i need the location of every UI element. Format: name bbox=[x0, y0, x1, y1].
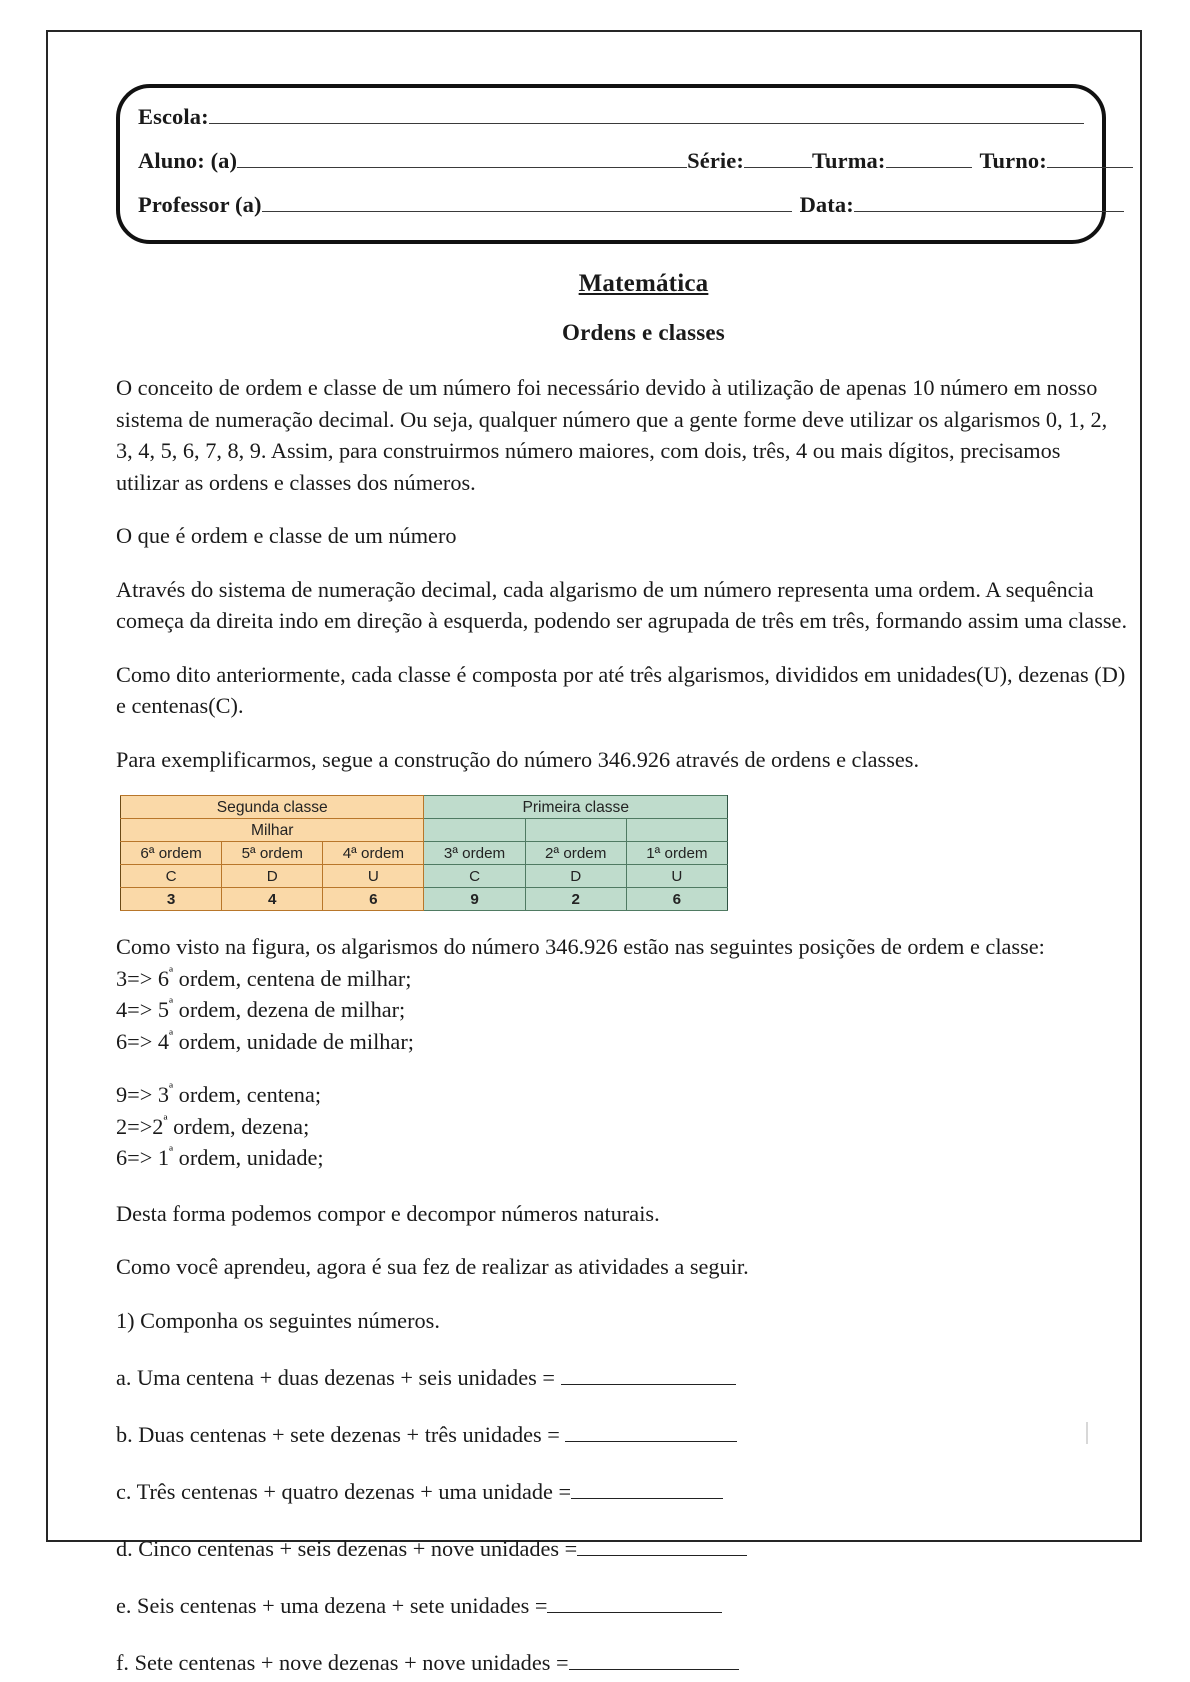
professor-label: Professor (a) bbox=[138, 192, 262, 217]
table-row-digits bbox=[121, 888, 728, 911]
order-line-1-digit: 3=> 6 bbox=[116, 965, 170, 991]
professor-input-line[interactable] bbox=[262, 194, 792, 212]
order-line-3-rest: ordem, unidade de milhar; bbox=[173, 1028, 414, 1054]
exercise-question-1: 1) Componha os seguintes números. bbox=[116, 1307, 440, 1333]
order-line-2 bbox=[116, 994, 1128, 1026]
cell-ordem-5: 5ª ordem bbox=[222, 842, 323, 865]
exercise-item-a bbox=[116, 1362, 1128, 1393]
turno-input-line[interactable] bbox=[1047, 150, 1133, 168]
explanation-intro-line: Como visto na figura, os algarismos do número 346.926 estão nas seguintes posições de ordem e classe: bbox=[116, 934, 1045, 959]
orders-classes-table bbox=[120, 795, 728, 911]
order-line-3-sup: ª bbox=[169, 1028, 174, 1045]
aluno-label: Aluno: (a) bbox=[138, 148, 238, 173]
page-artifact-mark bbox=[1086, 1422, 1088, 1444]
order-line-5-sup: ª bbox=[163, 1113, 168, 1130]
subject-title bbox=[116, 270, 1171, 298]
cell-ordem-6: 6ª ordem bbox=[121, 842, 222, 865]
order-lines-spacer bbox=[116, 1057, 1128, 1079]
cell-digit-9: 9 bbox=[424, 888, 525, 911]
table-row-group bbox=[121, 819, 728, 842]
serie-input-line[interactable] bbox=[744, 150, 812, 168]
exercise-list bbox=[116, 1305, 1128, 1678]
cell-blank-2 bbox=[525, 819, 626, 842]
order-line-5 bbox=[116, 1111, 1128, 1143]
cell-digit-6-unidade: 6 bbox=[626, 888, 727, 911]
cell-cdu-u-milhar: U bbox=[323, 865, 424, 888]
order-line-3-digit: 6=> 4 bbox=[116, 1028, 170, 1054]
data-label: Data: bbox=[799, 192, 854, 217]
table-row-cdu bbox=[121, 865, 728, 888]
exercise-item-e bbox=[116, 1590, 1128, 1621]
order-line-5-digit: 2=>2 bbox=[116, 1113, 164, 1139]
exercise-item-d-label: d. Cinco centenas + seis dezenas + nove unidades = bbox=[116, 1535, 578, 1561]
escola-input-line[interactable] bbox=[209, 106, 1084, 124]
cell-blank-1 bbox=[424, 819, 525, 842]
order-line-4-sup: ª bbox=[169, 1081, 174, 1098]
paragraph-activities-intro: Como você aprendeu, agora é sua fez de realizar as atividades a seguir. bbox=[116, 1254, 749, 1279]
turno-label: Turno: bbox=[979, 148, 1047, 173]
cell-cdu-c-milhar: C bbox=[121, 865, 222, 888]
exercise-item-a-answer-blank[interactable] bbox=[561, 1369, 736, 1385]
worksheet-page-border bbox=[46, 30, 1142, 1675]
student-identification-box bbox=[116, 84, 1106, 244]
order-line-4 bbox=[116, 1079, 1128, 1111]
order-line-6-rest: ordem, unidade; bbox=[173, 1145, 324, 1170]
cell-digit-6-milhar: 6 bbox=[323, 888, 424, 911]
subject-title-text: Matemática bbox=[578, 270, 709, 297]
exercise-item-e-answer-blank[interactable] bbox=[547, 1597, 722, 1613]
paragraph-intro: O conceito de ordem e classe de um número foi necessário devido à utilização de apenas 10 número em nosso sistema de numeração decimal. Ou seja, qualquer número que a gente forme deve utilizar os algarismos 0, 1, 2, 3, 4, 5, 6, 7, 8, 9. Assim, para construirmos número maiores, com dois, três, 4 ou mais dígitos, precisamos utilizar as ordens e classes dos números. bbox=[116, 375, 1108, 495]
cell-cdu-u-unidade: U bbox=[626, 865, 727, 888]
paragraph-compose-decompose: Desta forma podemos compor e decompor números naturais. bbox=[116, 1200, 660, 1226]
cell-digit-4: 4 bbox=[222, 888, 323, 911]
worksheet-content bbox=[116, 84, 1171, 1675]
order-line-1 bbox=[116, 963, 1128, 995]
order-line-1-rest: ordem, centena de milhar; bbox=[173, 965, 412, 991]
table-row-ordem bbox=[121, 842, 728, 865]
exercise-item-b-label: b. Duas centenas + sete dezenas + três unidades = bbox=[116, 1421, 566, 1447]
order-line-6-sup: ª bbox=[169, 1144, 174, 1161]
orders-explanation bbox=[116, 931, 1128, 1174]
cell-cdu-d-milhar: D bbox=[222, 865, 323, 888]
serie-label: Série: bbox=[687, 148, 744, 173]
exercise-item-d-answer-blank[interactable] bbox=[577, 1540, 747, 1556]
order-line-2-sup: ª bbox=[169, 996, 174, 1013]
order-line-6-digit: 6=> 1 bbox=[116, 1145, 170, 1170]
orders-classes-figure bbox=[116, 795, 1128, 911]
cell-milhar: Milhar bbox=[121, 819, 424, 842]
order-line-4-digit: 9=> 3 bbox=[116, 1082, 170, 1107]
exercise-item-c bbox=[116, 1476, 1128, 1507]
cell-ordem-4: 4ª ordem bbox=[323, 842, 424, 865]
aluno-input-line[interactable] bbox=[237, 150, 687, 168]
cell-segunda-classe: Segunda classe bbox=[121, 796, 424, 819]
escola-row bbox=[138, 104, 1084, 148]
order-line-1-sup: ª bbox=[169, 965, 174, 982]
exercise-item-d bbox=[116, 1533, 1128, 1564]
exercise-item-f bbox=[116, 1647, 1128, 1678]
lesson-body bbox=[116, 372, 1128, 1678]
exercise-item-a-label: a. Uma centena + duas dezenas + seis unidades = bbox=[116, 1364, 561, 1390]
section-spacer bbox=[116, 1174, 1128, 1198]
paragraph-question-heading: O que é ordem e classe de um número bbox=[116, 523, 457, 548]
turma-label: Turma: bbox=[811, 148, 886, 173]
cell-digit-3: 3 bbox=[121, 888, 222, 911]
cell-ordem-3: 3ª ordem bbox=[424, 842, 525, 865]
exercise-item-b-answer-blank[interactable] bbox=[565, 1426, 737, 1442]
cell-cdu-c-unidade: C bbox=[424, 865, 525, 888]
cell-blank-3 bbox=[626, 819, 727, 842]
order-line-4-rest: ordem, centena; bbox=[173, 1082, 322, 1107]
exercise-item-b bbox=[116, 1419, 1128, 1450]
exercise-item-f-label: f. Sete centenas + nove dezenas + nove unidades = bbox=[116, 1649, 569, 1675]
topic-title: Ordens e classes bbox=[562, 320, 725, 345]
order-line-2-rest: ordem, dezena de milhar; bbox=[173, 997, 406, 1022]
cell-ordem-1: 1ª ordem bbox=[626, 842, 727, 865]
paragraph-class-composition: Como dito anteriormente, cada classe é composta por até três algarismos, divididos em unidades(U), dezenas (D) e centenas(C). bbox=[116, 661, 1126, 718]
exercise-item-c-label: c. Três centenas + quatro dezenas + uma unidade = bbox=[116, 1478, 572, 1504]
order-line-3 bbox=[116, 1026, 1128, 1058]
professor-row bbox=[138, 192, 1084, 236]
order-line-5-rest: ordem, dezena; bbox=[167, 1113, 310, 1139]
exercise-item-c-answer-blank[interactable] bbox=[571, 1483, 723, 1499]
exercise-item-f-answer-blank[interactable] bbox=[569, 1654, 739, 1670]
cell-cdu-d-unidade: D bbox=[525, 865, 626, 888]
cell-primeira-classe: Primeira classe bbox=[424, 796, 728, 819]
turma-input-line[interactable] bbox=[886, 150, 972, 168]
cell-digit-2: 2 bbox=[525, 888, 626, 911]
aluno-row bbox=[138, 148, 1084, 192]
escola-label: Escola: bbox=[138, 104, 209, 129]
data-input-line[interactable] bbox=[854, 194, 1124, 212]
order-line-2-digit: 4=> 5 bbox=[116, 997, 170, 1022]
table-row-class-names bbox=[121, 796, 728, 819]
paragraph-example-intro: Para exemplificarmos, segue a construção do número 346.926 através de ordens e classes. bbox=[116, 746, 920, 772]
paragraph-decimal-system: Através do sistema de numeração decimal, cada algarismo de um número representa uma ordem. A sequência começa da direita indo em direção à esquerda, podendo ser agrupada de três em três, formando assim uma classe. bbox=[116, 576, 1128, 633]
cell-ordem-2: 2ª ordem bbox=[525, 842, 626, 865]
exercise-item-e-label: e. Seis centenas + uma dezena + sete unidades = bbox=[116, 1592, 548, 1618]
order-line-6 bbox=[116, 1142, 1128, 1174]
